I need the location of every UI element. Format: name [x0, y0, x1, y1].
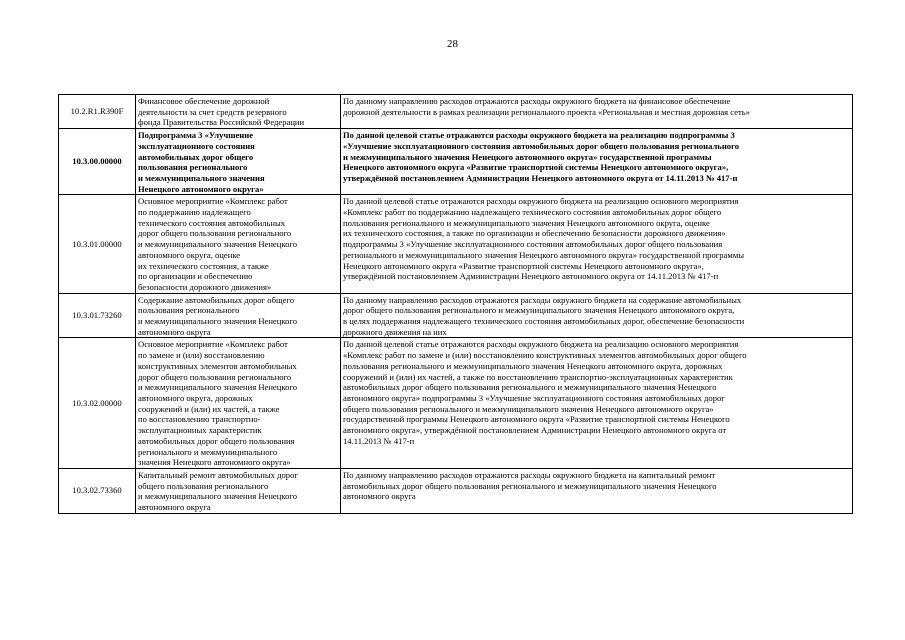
description-cell: [341, 95, 853, 129]
description-line: По данному направлению расходов отражаются расходы окружного бюджета на содержание автомобильных: [343, 294, 742, 305]
name-line: автономного округа, оценке: [138, 249, 241, 260]
table-row: [59, 293, 853, 338]
description-cell: [341, 293, 853, 338]
code-cell: 10.3.01.00000: [59, 195, 136, 293]
description-line: автономного округа», утверждённой постановлением Администрации Ненецкого автономного округа от: [343, 425, 727, 436]
description-line: подпрограммы 3 «Улучшение эксплуатационного состояния автомобильных дорог общего пользования: [343, 239, 723, 250]
name-line: эксплуатационного состояния: [138, 140, 255, 151]
description-cell: [341, 129, 853, 195]
name-line: Капитальный ремонт автомобильных дорог: [138, 469, 298, 480]
name-line: безопасности дорожного движения»: [138, 281, 272, 292]
description-line: автономного округа» подпрограммы 3 «Улучшение эксплуатационного состояния автомобильных дорог: [343, 392, 725, 403]
description-line: государственной программы Ненецкого автономного округа «Развитие транспортной системы Ненецкого: [343, 414, 730, 425]
table-row: [59, 338, 853, 468]
description-line: сооружений и (или) их частей, а также по восстановлению транспортно-эксплуатационных характеристик: [343, 371, 733, 382]
description-line: утверждённой постановлением Администрации Ненецкого автономного округа от 14.11.2013 № 417-п: [343, 271, 719, 282]
name-line: и межмуниципального значения Ненецкого: [138, 382, 297, 393]
description-line: «Комплекс работ по замене и (или) восстановлению конструктивных элементов автомобильных дорог общего: [343, 350, 747, 361]
description-line: их технического состояния, а также по организации и обеспечению безопасности дорожного движения»: [343, 228, 726, 239]
table-row: [59, 129, 853, 195]
table-row: [59, 195, 853, 293]
name-cell: [136, 293, 341, 338]
name-line: и межмуниципального значения: [138, 172, 265, 183]
name-line: автомобильных дорог общего: [138, 151, 254, 162]
name-line: Основное мероприятие «Комплекс работ: [138, 196, 288, 207]
name-line: и межмуниципального значения Ненецкого: [138, 316, 297, 327]
description-line: По данному направлению расходов отражаются расходы окружного бюджета на финансовое обеспечение: [343, 96, 731, 106]
name-line: их технического состояния, а также: [138, 260, 269, 271]
name-line: дорог общего пользования регионального: [138, 228, 292, 239]
description-line: общего пользования регионального и межмуниципального значения Ненецкого автономного округа»: [343, 403, 714, 414]
name-line: по организации и обеспечению: [138, 271, 253, 282]
name-cell: [136, 468, 341, 513]
budget-classification-table: [58, 94, 853, 514]
table-row: [59, 95, 853, 129]
description-line: пользования регионального и межмуниципального значения Ненецкого автономного округа, дорожных: [343, 360, 723, 371]
name-line: значения Ненецкого автономного округа»: [138, 457, 291, 468]
description-line: По данной целевой статье отражаются расходы окружного бюджета на реализацию основного мероприятия: [343, 196, 739, 207]
name-line: по замене и (или) восстановлению: [138, 350, 265, 361]
name-cell: [136, 338, 341, 468]
code-cell: 10.3.01.73260: [59, 293, 136, 338]
description-line: в целях поддержания надлежащего технического состояния автомобильных дорог, обеспечение безопасности: [343, 316, 745, 327]
table-row: [59, 468, 853, 513]
name-line: Основное мероприятие «Комплекс работ: [138, 339, 288, 350]
description-line: регионального и межмуниципального значения Ненецкого автономного округа» государственной программы: [343, 249, 745, 260]
name-line: Ненецкого автономного округа»: [138, 183, 264, 194]
name-line: пользования регионального: [138, 305, 240, 316]
description-line: пользования регионального и межмуниципального значения Ненецкого автономного округа, оценке: [343, 217, 710, 228]
description-cell: [341, 468, 853, 513]
code-cell: 10.3.00.00000: [59, 129, 136, 195]
description-line: автономного округа: [343, 491, 416, 502]
name-line: и межмуниципального значения Ненецкого: [138, 491, 297, 502]
description-cell: [341, 338, 853, 468]
description-line: 14.11.2013 № 417-п: [343, 435, 415, 446]
name-line: деятельности за счет средств резервного: [138, 106, 287, 117]
name-line: технического состояния автомобильных: [138, 217, 286, 228]
name-line: Содержание автомобильных дорог общего: [138, 294, 294, 305]
name-cell: [136, 95, 341, 129]
code-cell: 10.3.02.00000: [59, 338, 136, 468]
description-cell: [341, 195, 853, 293]
name-line: автономного округа, дорожных: [138, 392, 253, 403]
name-line: фонда Правительства Российской Федерации: [138, 117, 305, 128]
description-line: утверждённой постановлением Администрации Ненецкого автономного округа от 14.11.2013 № 417-п: [343, 172, 738, 183]
name-line: дорог общего пользования регионального: [138, 371, 292, 382]
name-line: регионального и межмуниципального: [138, 446, 278, 457]
description-line: По данной целевой статье отражаются расходы окружного бюджета на реализацию основного мероприятия: [343, 339, 739, 350]
description-line: По данному направлению расходов отражаются расходы окружного бюджета на капитальный ремонт: [343, 469, 716, 480]
name-line: общего пользования регионального: [138, 480, 269, 491]
description-line: автомобильных дорог общего пользования регионального и межмуниципального значения Ненецкого: [343, 382, 717, 393]
description-line: дорожной деятельности в рамках реализации регионального проекта «Региональная и местная дорожная сеть»: [343, 106, 750, 117]
name-cell: [136, 195, 341, 293]
name-line: Подпрограмма 3 «Улучшение: [138, 130, 254, 141]
description-line: Ненецкого автономного округа «Развитие транспортной системы Ненецкого автономного округа»,: [343, 162, 729, 173]
description-line: По данной целевой статье отражаются расходы окружного бюджета на реализацию подпрограммы 3: [343, 130, 735, 141]
name-line: по восстановлению транспортно-: [138, 414, 261, 425]
description-line: «Улучшение эксплуатационного состояния автомобильных дорог общего пользования регионального: [343, 140, 740, 151]
name-line: конструктивных элементов автомобильных: [138, 360, 297, 371]
description-line: Ненецкого автономного округа «Развитие транспортной системы Ненецкого автономного округа»,: [343, 260, 704, 271]
description-line: дорожного движения на них: [343, 326, 447, 337]
name-line: автономного округа: [138, 502, 211, 513]
description-line: автомобильных дорог общего пользования регионального и межмуниципального значения Ненецкого: [343, 480, 717, 491]
name-cell: [136, 129, 341, 195]
name-line: эксплуатационных характеристик: [138, 425, 262, 436]
description-line: «Комплекс работ по поддержанию надлежащего технического состояния автомобильных дорог общего: [343, 207, 722, 218]
name-line: по поддержанию надлежащего: [138, 207, 251, 218]
description-line: и межмуниципального значения Ненецкого автономного округа» государственной программы: [343, 151, 712, 162]
name-line: автономного округа: [138, 326, 211, 337]
name-line: пользования регионального: [138, 162, 248, 173]
name-line: автомобильных дорог общего пользования: [138, 435, 295, 446]
name-line: Финансовое обеспечение дорожной: [138, 96, 270, 106]
name-line: сооружений и (или) их частей, а также: [138, 403, 280, 414]
code-cell: 10.3.02.73360: [59, 468, 136, 513]
code-cell: 10.2.R1.R390F: [59, 95, 136, 129]
name-line: и межмуниципального значения Ненецкого: [138, 239, 297, 250]
page-number: 28: [447, 38, 458, 50]
description-line: дорог общего пользования регионального и межмуниципального значения Ненецкого автономного округа,: [343, 305, 735, 316]
